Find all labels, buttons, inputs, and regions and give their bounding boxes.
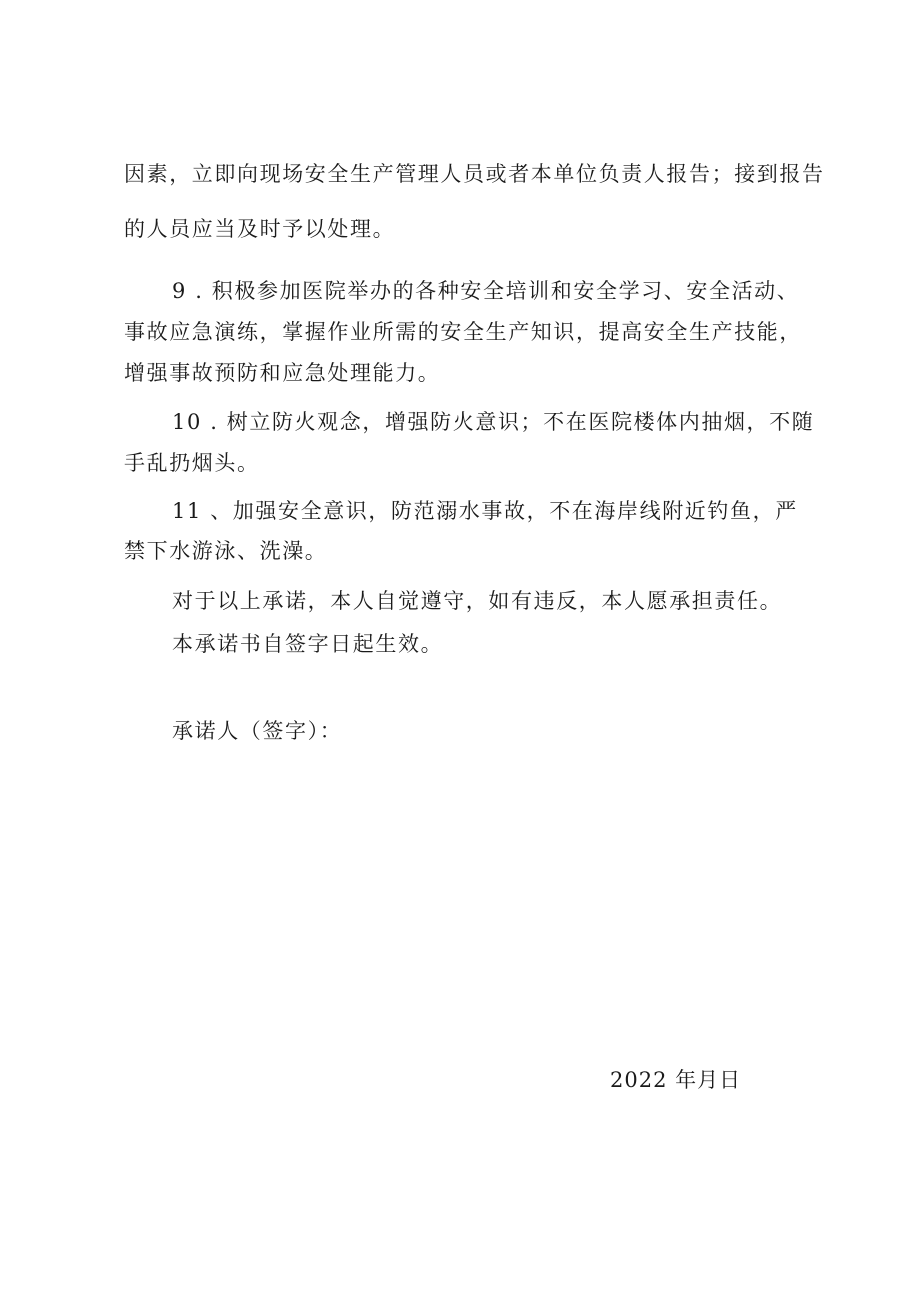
item-11-paragraph [124,497,824,566]
text-line: 承诺人（签字）： [172,719,343,743]
signature-label [124,717,824,746]
item-10-paragraph [124,408,824,478]
text-line: 手乱扔烟头。 [124,451,260,475]
paragraph-continuation [124,160,824,244]
date-line: 2022 年月日 [610,1068,742,1092]
text-line: 因素，立即向现场安全生产管理人员或者本单位负责人报告；接到报告 [124,162,825,186]
text-line: 事故应急演练，掌握作业所需的安全生产知识，提高安全生产技能， [124,320,802,344]
text-line: 的人员应当及时予以处理。 [124,217,396,241]
text-line: 11 、加强安全意识，防范溺水事故，不在海岸线附近钓鱼，严 [172,499,798,523]
text-line: 禁下水游泳、洗澡。 [124,539,328,563]
text-line: 9 . 积极参加医院举办的各种安全培训和安全学习、安全活动、 [172,279,800,303]
effective-statement [124,630,824,659]
item-9-paragraph [124,277,824,388]
text-line: 对于以上承诺，本人自觉遵守，如有违反，本人愿承担责任。 [172,589,783,613]
text-line: 本承诺书自签字日起生效。 [172,632,444,656]
text-line: 10 . 树立防火观念，增强防火意识；不在医院楼体内抽烟，不随 [172,410,815,434]
commitment-statement [124,587,824,616]
text-line: 增强事故预防和应急处理能力。 [124,361,441,385]
